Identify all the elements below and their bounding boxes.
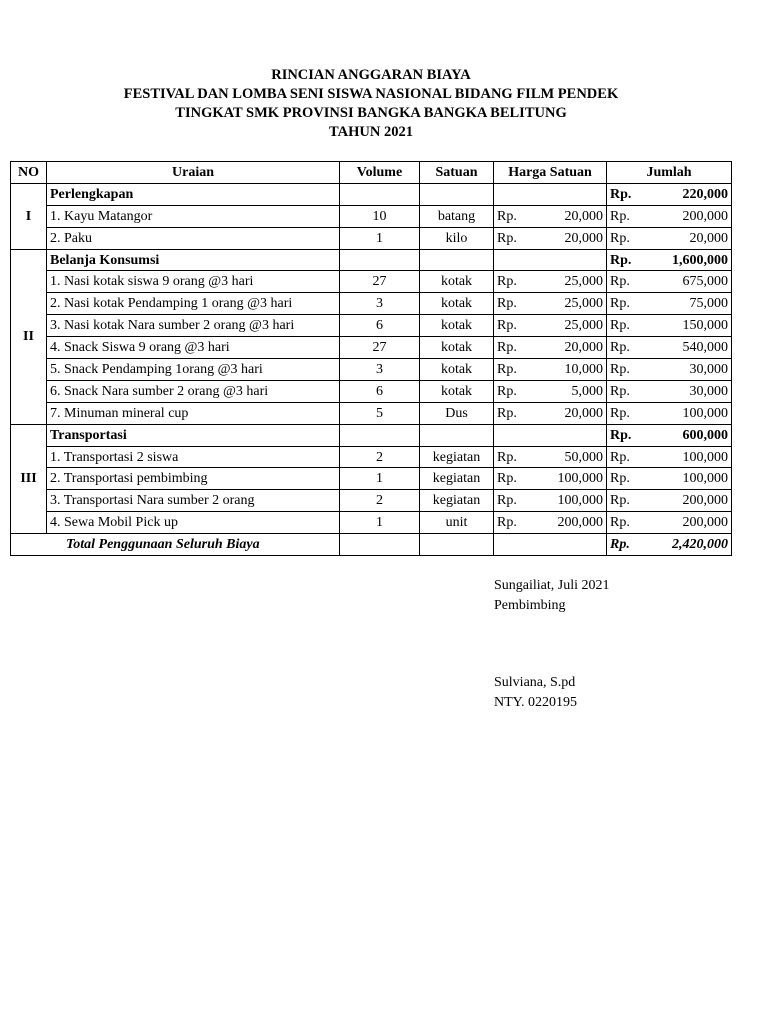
item-price-cell	[494, 402, 607, 424]
currency-label: Rp.	[610, 208, 630, 224]
item-description: 1. Transportasi 2 siswa	[47, 446, 340, 468]
item-amount: 30,000	[689, 383, 728, 399]
item-amount-cell	[607, 446, 732, 468]
currency-label: Rp.	[610, 471, 630, 487]
item-amount-cell	[607, 490, 732, 512]
item-description: 1. Nasi kotak siswa 9 orang @3 hari	[47, 271, 340, 293]
section-row	[11, 183, 732, 205]
item-amount-cell	[607, 271, 732, 293]
signature-name: Sulviana, S.pd	[494, 675, 576, 690]
item-price: 20,000	[564, 208, 603, 224]
item-amount-cell	[607, 359, 732, 381]
item-unit: kilo	[420, 227, 494, 249]
item-volume: 10	[340, 205, 420, 227]
item-volume: 1	[340, 227, 420, 249]
grand-total-label: Total Penggunaan Seluruh Biaya	[11, 534, 340, 556]
currency-label: Rp.	[497, 340, 517, 356]
item-description: 1. Kayu Matangor	[47, 205, 340, 227]
item-description: 4. Snack Siswa 9 orang @3 hari	[47, 337, 340, 359]
cell-empty	[494, 424, 607, 446]
item-volume: 1	[340, 468, 420, 490]
col-header-jumlah: Jumlah	[607, 162, 732, 184]
col-header-harga-satuan: Harga Satuan	[494, 162, 607, 184]
item-unit: Dus	[420, 402, 494, 424]
item-unit: kotak	[420, 271, 494, 293]
item-volume: 1	[340, 512, 420, 534]
item-amount: 75,000	[689, 296, 728, 312]
currency-label: Rp.	[497, 296, 517, 312]
table-row	[11, 227, 732, 249]
item-description: 3. Nasi kotak Nara sumber 2 orang @3 hari	[47, 315, 340, 337]
currency-label: Rp.	[610, 186, 632, 202]
currency-label: Rp.	[497, 449, 517, 465]
cell-empty	[494, 534, 607, 556]
section-total-amount: 600,000	[682, 427, 728, 443]
section-total-cell	[607, 424, 732, 446]
item-price-cell	[494, 359, 607, 381]
table-row	[11, 490, 732, 512]
currency-label: Rp.	[610, 296, 630, 312]
currency-label: Rp.	[497, 383, 517, 399]
section-total-cell	[607, 249, 732, 271]
currency-label: Rp.	[610, 252, 632, 268]
item-price-cell	[494, 380, 607, 402]
currency-label: Rp.	[497, 318, 517, 334]
section-number: III	[11, 424, 47, 533]
item-unit: kotak	[420, 359, 494, 381]
currency-label: Rp.	[610, 537, 630, 553]
cell-empty	[420, 249, 494, 271]
item-amount: 200,000	[682, 515, 728, 531]
currency-label: Rp.	[610, 515, 630, 531]
currency-label: Rp.	[610, 493, 630, 509]
item-price: 25,000	[564, 296, 603, 312]
table-row	[11, 205, 732, 227]
item-price: 20,000	[564, 230, 603, 246]
header-year: TAHUN 2021	[329, 124, 413, 140]
item-description: 2. Nasi kotak Pendamping 1 orang @3 hari	[47, 293, 340, 315]
item-volume: 5	[340, 402, 420, 424]
signature-place-date: Sungailiat, Juli 2021	[494, 578, 610, 593]
item-unit: batang	[420, 205, 494, 227]
col-header-satuan: Satuan	[420, 162, 494, 184]
table-row	[11, 293, 732, 315]
section-title: Perlengkapan	[47, 183, 340, 205]
item-unit: kegiatan	[420, 446, 494, 468]
item-amount: 100,000	[682, 471, 728, 487]
item-description: 6. Snack Nara sumber 2 orang @3 hari	[47, 380, 340, 402]
col-header-no: NO	[11, 162, 47, 184]
cell-empty	[340, 249, 420, 271]
currency-label: Rp.	[610, 427, 632, 443]
currency-label: Rp.	[610, 361, 630, 377]
item-description: 3. Transportasi Nara sumber 2 orang	[47, 490, 340, 512]
item-unit: unit	[420, 512, 494, 534]
item-unit: kotak	[420, 315, 494, 337]
item-amount: 20,000	[689, 230, 728, 246]
item-unit: kotak	[420, 337, 494, 359]
item-volume: 27	[340, 271, 420, 293]
table-row	[11, 380, 732, 402]
item-description: 2. Paku	[47, 227, 340, 249]
grand-total-cell	[607, 534, 732, 556]
section-row	[11, 249, 732, 271]
section-title: Belanja Konsumsi	[47, 249, 340, 271]
header-level: TINGKAT SMK PROVINSI BANGKA BANGKA BELITUNG	[175, 105, 567, 121]
item-price-cell	[494, 293, 607, 315]
item-volume: 3	[340, 293, 420, 315]
item-amount-cell	[607, 337, 732, 359]
item-price: 20,000	[564, 340, 603, 356]
item-amount-cell	[607, 380, 732, 402]
item-price-cell	[494, 205, 607, 227]
currency-label: Rp.	[497, 361, 517, 377]
section-row	[11, 424, 732, 446]
item-description: 5. Snack Pendamping 1orang @3 hari	[47, 359, 340, 381]
currency-label: Rp.	[610, 318, 630, 334]
item-price-cell	[494, 271, 607, 293]
item-price: 100,000	[557, 493, 603, 509]
item-price-cell	[494, 337, 607, 359]
item-volume: 6	[340, 380, 420, 402]
item-price: 200,000	[557, 515, 603, 531]
item-amount: 540,000	[682, 340, 728, 356]
item-price-cell	[494, 315, 607, 337]
col-header-volume: Volume	[340, 162, 420, 184]
table-row	[11, 271, 732, 293]
currency-label: Rp.	[497, 405, 517, 421]
item-description: 7. Minuman mineral cup	[47, 402, 340, 424]
item-price: 100,000	[557, 471, 603, 487]
item-description: 4. Sewa Mobil Pick up	[47, 512, 340, 534]
item-amount: 675,000	[682, 274, 728, 290]
item-amount-cell	[607, 512, 732, 534]
cell-empty	[494, 249, 607, 271]
table-row	[11, 359, 732, 381]
budget-table	[10, 161, 732, 556]
header-title: RINCIAN ANGGARAN BIAYA	[271, 67, 471, 83]
currency-label: Rp.	[610, 340, 630, 356]
section-number: II	[11, 249, 47, 424]
item-price-cell	[494, 512, 607, 534]
item-price: 20,000	[564, 405, 603, 421]
currency-label: Rp.	[497, 493, 517, 509]
item-amount: 200,000	[682, 208, 728, 224]
item-volume: 2	[340, 490, 420, 512]
currency-label: Rp.	[610, 405, 630, 421]
col-header-uraian: Uraian	[47, 162, 340, 184]
cell-empty	[420, 183, 494, 205]
item-price: 50,000	[564, 449, 603, 465]
currency-label: Rp.	[497, 515, 517, 531]
currency-label: Rp.	[497, 274, 517, 290]
table-row	[11, 512, 732, 534]
cell-empty	[420, 424, 494, 446]
item-amount-cell	[607, 402, 732, 424]
section-total-cell	[607, 183, 732, 205]
item-price: 10,000	[564, 361, 603, 377]
item-unit: kotak	[420, 293, 494, 315]
table-header-row	[11, 162, 732, 184]
item-amount: 100,000	[682, 405, 728, 421]
cell-empty	[494, 183, 607, 205]
table-row	[11, 468, 732, 490]
item-price: 25,000	[564, 274, 603, 290]
table-row	[11, 315, 732, 337]
item-price-cell	[494, 227, 607, 249]
currency-label: Rp.	[497, 471, 517, 487]
table-row	[11, 402, 732, 424]
item-amount: 200,000	[682, 493, 728, 509]
table-row	[11, 446, 732, 468]
item-unit: kegiatan	[420, 468, 494, 490]
table-row	[11, 337, 732, 359]
section-title: Transportasi	[47, 424, 340, 446]
section-total-amount: 1,600,000	[672, 252, 728, 268]
item-price-cell	[494, 468, 607, 490]
item-amount: 150,000	[682, 318, 728, 334]
item-amount-cell	[607, 315, 732, 337]
item-amount-cell	[607, 468, 732, 490]
cell-empty	[340, 183, 420, 205]
item-price: 5,000	[571, 383, 603, 399]
item-amount-cell	[607, 293, 732, 315]
item-price: 25,000	[564, 318, 603, 334]
document-header	[0, 66, 742, 142]
item-unit: kegiatan	[420, 490, 494, 512]
currency-label: Rp.	[610, 449, 630, 465]
item-volume: 6	[340, 315, 420, 337]
grand-total-amount: 2,420,000	[672, 537, 728, 553]
cell-empty	[340, 424, 420, 446]
currency-label: Rp.	[497, 208, 517, 224]
currency-label: Rp.	[610, 383, 630, 399]
item-price-cell	[494, 490, 607, 512]
grand-total-row	[11, 534, 732, 556]
item-volume: 2	[340, 446, 420, 468]
item-amount-cell	[607, 227, 732, 249]
table-body	[11, 183, 732, 533]
currency-label: Rp.	[610, 274, 630, 290]
cell-empty	[340, 534, 420, 556]
currency-label: Rp.	[610, 230, 630, 246]
cell-empty	[420, 534, 494, 556]
section-total-amount: 220,000	[682, 186, 728, 202]
item-amount: 100,000	[682, 449, 728, 465]
section-number: I	[11, 183, 47, 249]
item-amount-cell	[607, 205, 732, 227]
item-unit: kotak	[420, 380, 494, 402]
item-price-cell	[494, 446, 607, 468]
item-volume: 27	[340, 337, 420, 359]
header-event: FESTIVAL DAN LOMBA SENI SISWA NASIONAL BIDANG FILM PENDEK	[123, 86, 619, 102]
item-amount: 30,000	[689, 361, 728, 377]
signature-id: NTY. 0220195	[494, 695, 577, 710]
currency-label: Rp.	[497, 230, 517, 246]
item-volume: 3	[340, 359, 420, 381]
signature-role: Pembimbing	[494, 598, 566, 613]
item-description: 2. Transportasi pembimbing	[47, 468, 340, 490]
